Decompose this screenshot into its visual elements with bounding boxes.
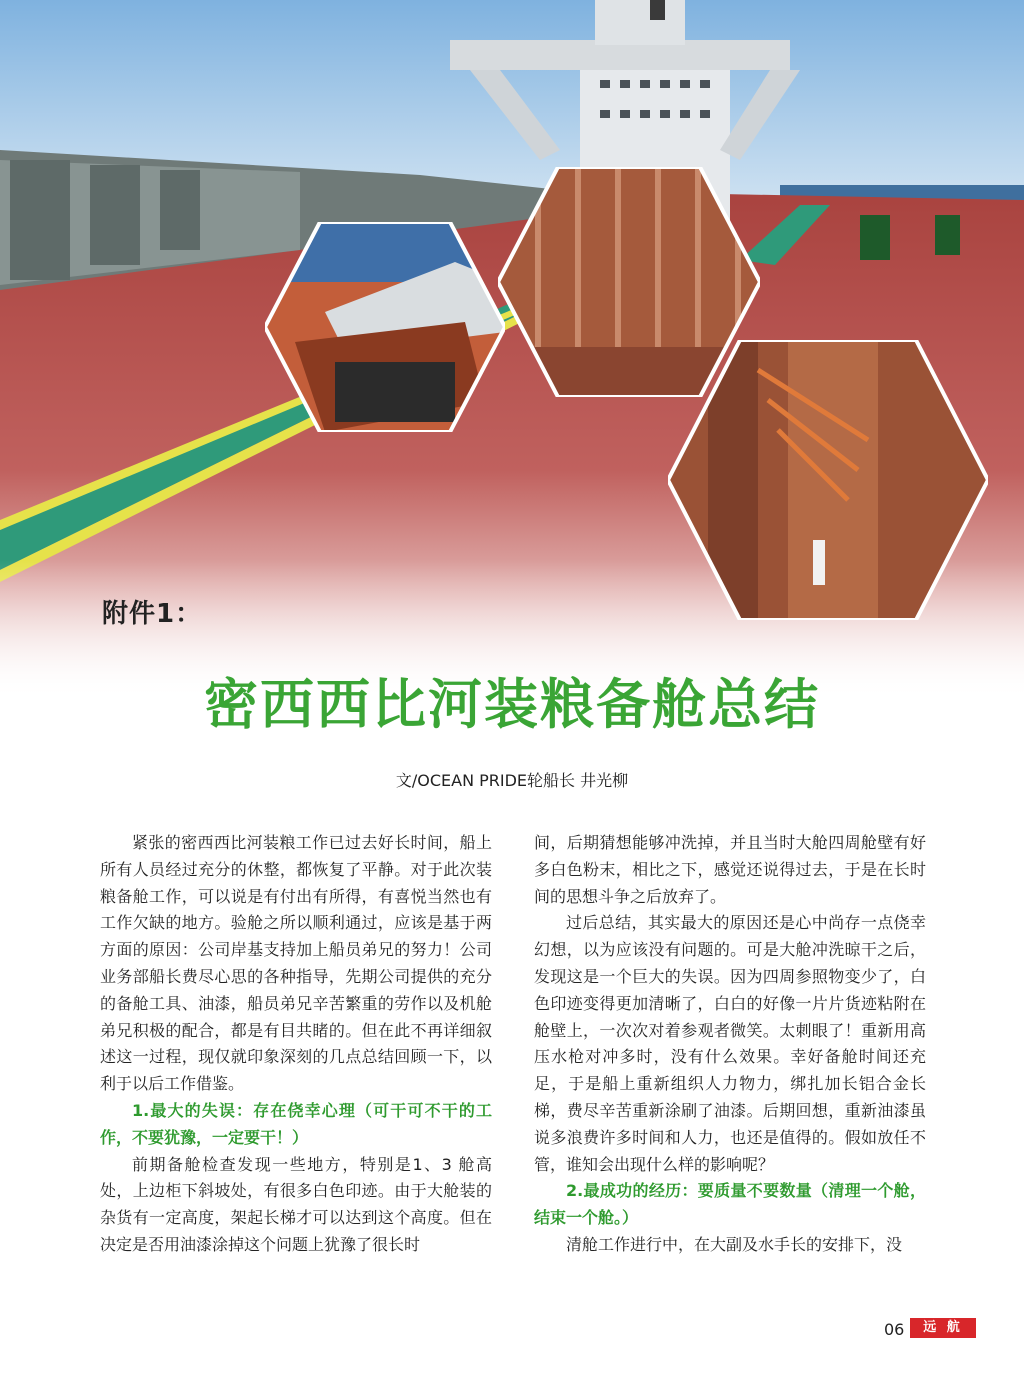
byline: 文/OCEAN PRIDE轮船长 井光柳 bbox=[395, 771, 629, 790]
magazine-logo: 远 航 bbox=[910, 1318, 976, 1338]
paragraph: 前期备舱检查发现一些地方，特别是1、3 舱高处，上边柜下斜坡处，有很多白色印迹。由于大舱装的杂货有一定高度，架起长梯才可以达到这个高度。但在决定是否用油漆涂掉这个问题上犹豫了很长时 bbox=[100, 1154, 492, 1254]
cargo-hatch-photo bbox=[265, 222, 505, 432]
page-title: 密西西比河装粮备舱总结 bbox=[204, 672, 820, 736]
page-number: 06 bbox=[884, 1320, 905, 1339]
article-column-left bbox=[100, 830, 492, 1259]
article-column-right bbox=[534, 830, 926, 1259]
ladder-painting-photo bbox=[668, 340, 988, 620]
section-heading: 1.最大的失误：存在侥幸心理（可干可不干的工作，不要犹豫，一定要干！） bbox=[100, 1100, 492, 1147]
paragraph: 间，后期猜想能够冲洗掉，并且当时大舱四周舱壁有好多白色粉末，相比之下，感觉还说得过去，于是在长时间的思想斗争之后放弃了。 bbox=[534, 833, 926, 906]
section-heading: 2.最成功的经历：要质量不要数量（清理一个舱，结束一个舱。） bbox=[534, 1181, 926, 1228]
paragraph: 紧张的密西西比河装粮工作已过去好长时间，船上所有人员经过充分的休整，都恢复了平静。对于此次装粮备舱工作，可以说是有付出有所得，有喜悦当然也有工作欠缺的地方。验舱之所以顺利通过，应该是基于两方面的原因：公司岸基支持加上船员弟兄的努力！公司业务部船长费尽心思的各种指导，先期公司提供的充分的备舱工具、油漆，船员弟兄辛苦繁重的劳作以及机舱弟兄积极的配合，都是有目共睹的。但在此不再详细叙述这一过程，现仅就印象深刻的几点总结回顾一下，以利于以后工作借鉴。 bbox=[100, 833, 492, 1094]
paragraph: 清舱工作进行中，在大副及水手长的安排下，没 bbox=[566, 1234, 903, 1254]
paragraph: 过后总结，其实最大的原因还是心中尚存一点侥幸幻想，以为应该没有问题的。可是大舱冲洗晾干之后，发现这是一个巨大的失误。因为四周参照物变少了，白色印迹变得更加清晰了，白白的好像一片片货迹粘附在舱壁上，一次次对着参观者微笑。太刺眼了！重新用高压水枪对冲多时，没有什么效果。幸好备舱时间还充足，于是船上重新组织人力物力，绑扎加长铝合金长梯，费尽辛苦重新涂刷了油漆。后期回想，重新油漆虽说多浪费许多时间和人力，也还是值得的。假如放任不管，谁知会出现什么样的影响呢？ bbox=[534, 913, 926, 1174]
annex-label: 附件1： bbox=[102, 599, 203, 629]
